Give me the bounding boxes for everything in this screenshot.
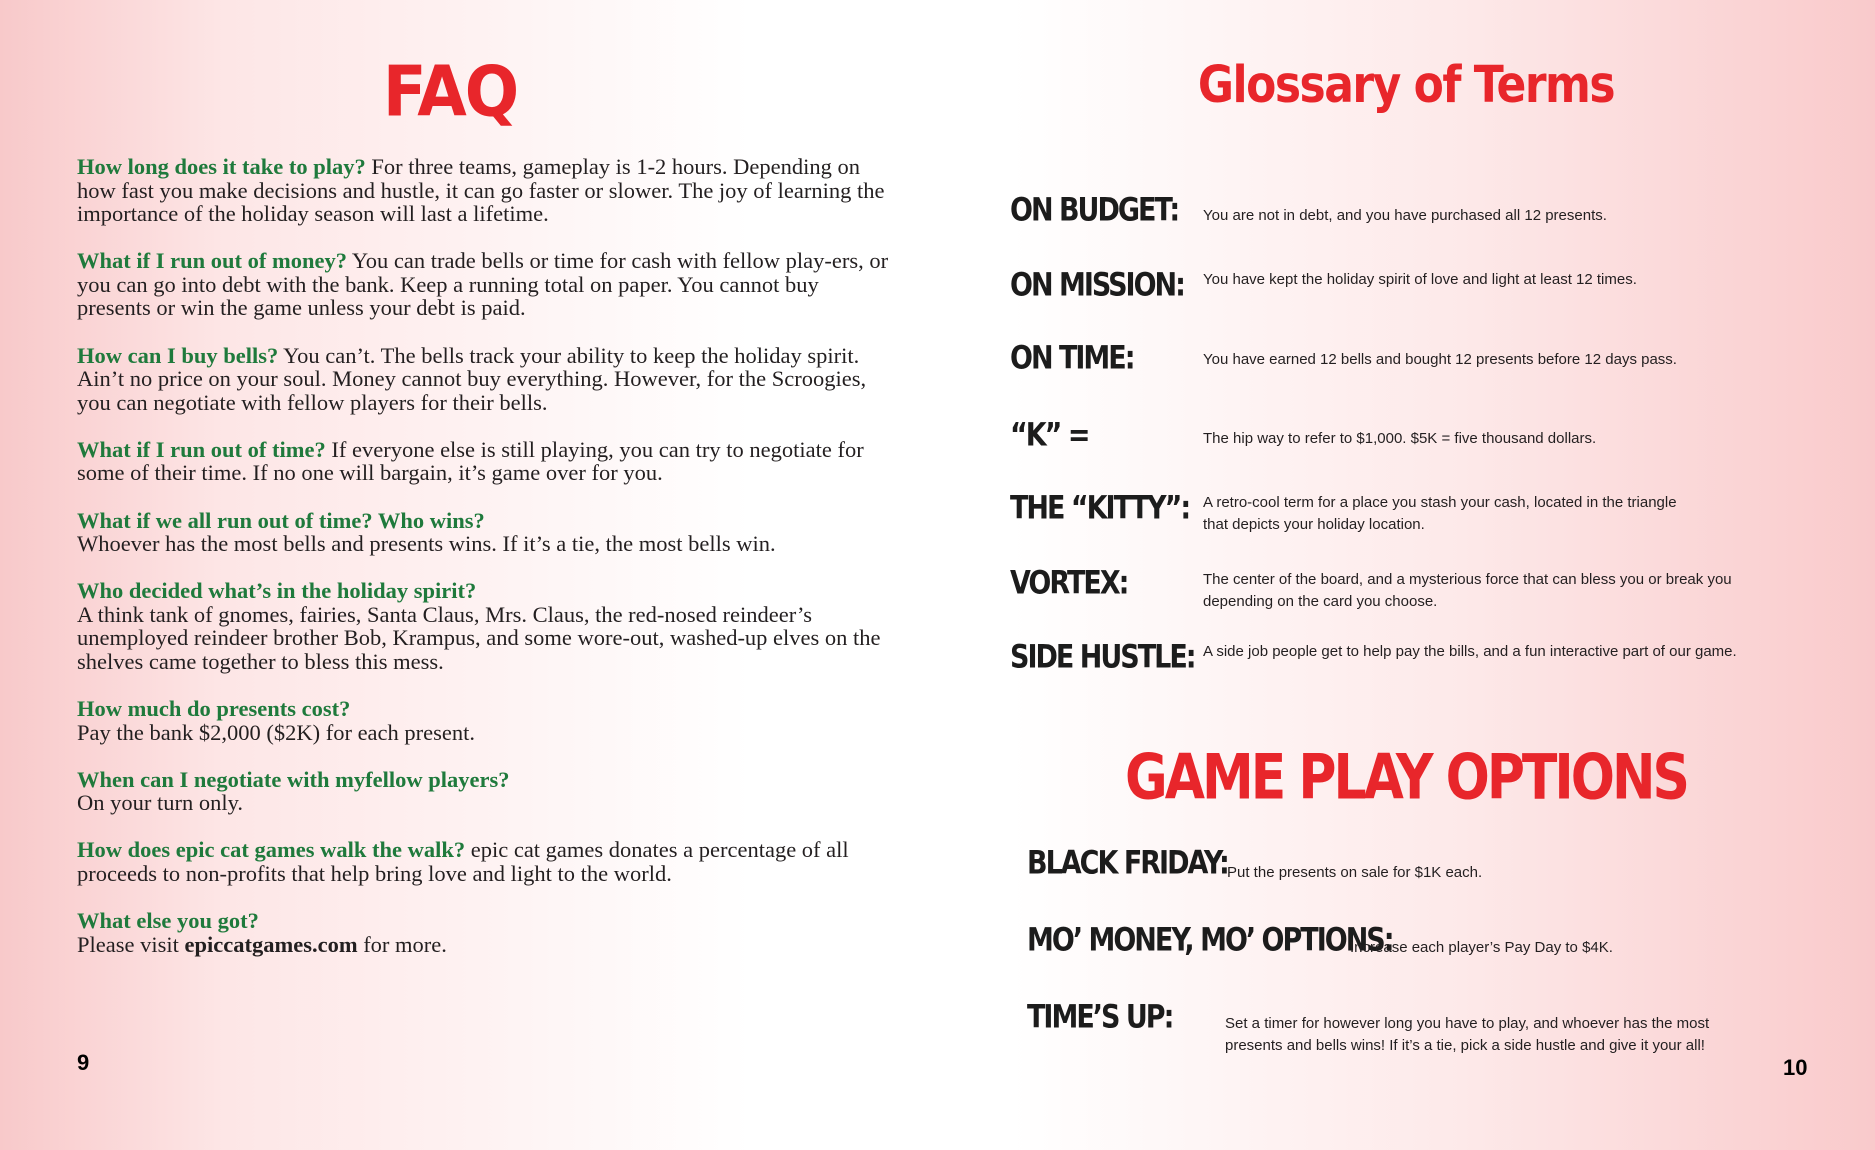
faq-item — [77, 438, 897, 485]
faq-question: How long does it take to play? — [77, 154, 366, 179]
glossary-term: ON MISSION: — [1010, 266, 1184, 305]
faq-item — [77, 249, 897, 320]
faq-item — [77, 579, 897, 673]
glossary-term: SIDE HUSTLE: — [1010, 638, 1195, 677]
glossary-term: ON BUDGET: — [1010, 191, 1179, 230]
faq-question: How does epic cat games walk the walk? — [77, 837, 466, 863]
glossary-definition: You have earned 12 bells and bought 12 presents before 12 days pass. — [1203, 351, 1677, 368]
faq-question: How much do presents cost? — [77, 696, 351, 722]
faq-question: What if we all run out of time? Who wins? — [77, 507, 485, 533]
website-link[interactable]: epiccatgames.com — [184, 931, 358, 957]
glossary-term: VORTEX: — [1010, 564, 1128, 603]
option-definition: Set a timer for however long you have to play, and whoever has the most presents and bells wins! If it’s a tie, pick a side hustle and give it your all! — [1225, 1015, 1710, 1054]
faq-answer: Pay the bank $2,000 ($2K) for each present. — [77, 719, 476, 745]
faq-answer: You can trade bells or time for cash with fellow play-ers, or you can go into debt with the bank. Keep a running total on paper. You cannot buy presents or win the game unless your debt is paid. — [77, 248, 889, 321]
faq-answer-text: Please visit — [77, 931, 185, 957]
option-definition: Put the presents on sale for $1K each. — [1227, 864, 1483, 881]
left-page — [0, 0, 937, 1150]
faq-answer: Whoever has the most bells and presents wins. If it’s a tie, the most bells win. — [77, 531, 776, 557]
faq-item — [77, 509, 897, 556]
faq-item — [77, 697, 897, 744]
faq-answer: If everyone else is still playing, you can try to negotiate for some of their time. If no one will bargain, it’s game over for you. — [77, 436, 864, 486]
faq-answer: On your turn only. — [77, 790, 244, 816]
faq-title: FAQ — [382, 53, 518, 133]
faq-question: How can I buy bells? — [77, 342, 279, 368]
faq-answer: epic cat games donates a percentage of all proceeds to non-profits that help bring love and light to the world. — [77, 837, 849, 887]
glossary-definition: The hip way to refer to $1,000. $5K = five thousand dollars. — [1203, 430, 1597, 447]
faq-question: When can I negotiate with myfellow players? — [77, 766, 510, 792]
glossary-definition: The center of the board, and a mysterious force that can bless you or break you depending on the card you choose. — [1203, 571, 1732, 610]
faq-item — [77, 909, 897, 956]
faq-answer-text: for more. — [357, 931, 447, 957]
glossary-definition: You are not in debt, and you have purchased all 12 presents. — [1203, 207, 1607, 224]
option-term: MO’ MONEY, MO’ OPTIONS: — [1027, 921, 1393, 960]
option-definition: Increase each player’s Pay Day to $4K. — [1350, 939, 1613, 956]
faq-question: What else you got? — [77, 908, 259, 934]
glossary-definition: You have kept the holiday spirit of love and light at least 12 times. — [1203, 271, 1637, 288]
faq-item — [77, 344, 897, 415]
glossary-title: Glossary of Terms — [1197, 56, 1615, 115]
glossary-term: THE “KITTY”: — [1010, 489, 1190, 528]
page-number-left: 9 — [77, 1050, 90, 1075]
faq-answer — [77, 932, 447, 957]
faq-item — [77, 768, 897, 815]
faq-item — [77, 838, 897, 885]
faq-question: Who decided what’s in the holiday spirit? — [77, 578, 477, 604]
faq-item — [77, 155, 897, 226]
option-term: TIME’S UP: — [1027, 998, 1173, 1037]
right-page — [937, 0, 1875, 1150]
faq-question: What if I run out of time? — [77, 436, 326, 462]
faq-answer: You can’t. The bells track your ability to keep the holiday spirit. Ain’t no price on your soul. Money cannot buy everything. However, for the Scroogies, you can negotiate with fellow players for their bells. — [77, 342, 867, 415]
faq-list — [77, 155, 897, 980]
glossary-definition: A side job people get to help pay the bills, and a fun interactive part of our game. — [1203, 643, 1737, 660]
faq-answer: A think tank of gnomes, fairies, Santa Claus, Mrs. Claus, the red-nosed reindeer’s unemployed reindeer brother Bob, Krampus, and some wore-out, washed-up elves on the shelves came together to bless this mess. — [77, 601, 881, 674]
faq-question: What if I run out of money? — [77, 248, 348, 274]
glossary-definition: A retro-cool term for a place you stash your cash, located in the triangle that depicts your holiday location. — [1203, 494, 1677, 533]
page-number-right: 10 — [1783, 1055, 1808, 1080]
glossary-term: ON TIME: — [1010, 339, 1134, 378]
faq-answer: For three teams, gameplay is 1-2 hours. Depending on how fast you make decisions and hustle, it can go faster or slower. The joy of learning the importance of the holiday season will last a lifetime. — [77, 154, 885, 227]
option-term: BLACK FRIDAY: — [1027, 844, 1228, 883]
game-play-options-title: GAME PLAY OPTIONS — [1125, 742, 1687, 814]
glossary-term: “K” = — [1010, 416, 1089, 455]
